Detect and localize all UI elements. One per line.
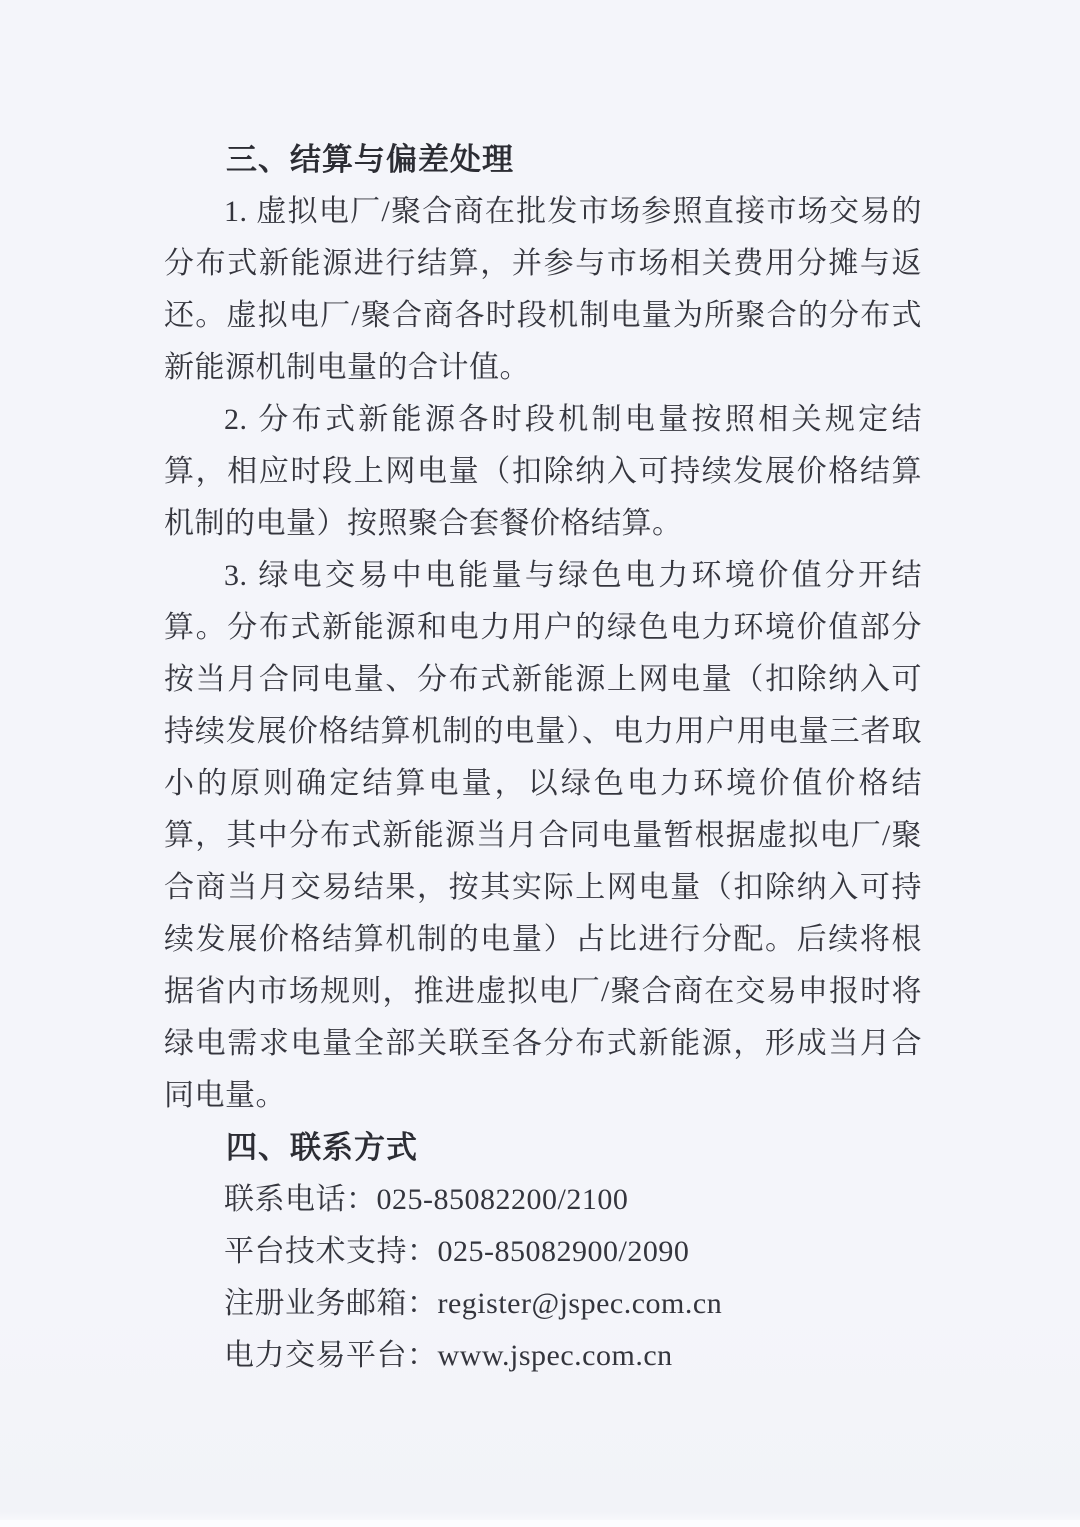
contact-tech-support-line: 平台技术支持：025-85082900/2090 xyxy=(224,1235,690,1268)
contact-registration-email-line: 注册业务邮箱：register@jspec.com.cn xyxy=(224,1287,723,1320)
section-heading-contact: 四、联系方式 xyxy=(226,1130,418,1165)
section-heading-settlement: 三、结算与偏差处理 xyxy=(226,142,514,177)
contact-trading-platform-line: 电力交易平台：www.jspec.com.cn xyxy=(224,1339,673,1372)
document-content xyxy=(164,134,922,1382)
settlement-paragraph-2: 2. 分布式新能源各时段机制电量按照相关规定结算，相应时段上网电量（扣除纳入可持续发展价格结算机制的电量）按照聚合套餐价格结算。 xyxy=(164,403,922,540)
contact-phone-line: 联系电话：025-85082200/2100 xyxy=(224,1183,629,1216)
settlement-paragraph-1: 1. 虚拟电厂/聚合商在批发市场参照直接市场交易的分布式新能源进行结算，并参与市场相关费用分摊与返还。虚拟电厂/聚合商各时段机制电量为所聚合的分布式新能源机制电量的合计值。 xyxy=(164,195,922,384)
settlement-paragraph-3: 3. 绿电交易中电能量与绿色电力环境价值分开结算。分布式新能源和电力用户的绿色电力环境价值部分按当月合同电量、分布式新能源上网电量（扣除纳入可持续发展价格结算机制的电量）、电力用户用电量三者取小的原则确定结算电量，以绿色电力环境价值价格结算，其中分布式新能源当月合同电量暂根据虚拟电厂/聚合商当月交易结果，按其实际上网电量（扣除纳入可持续发展价格结算机制的电量）占比进行分配。后续将根据省内市场规则，推进虚拟电厂/聚合商在交易申报时将绿电需求电量全部关联至各分布式新能源，形成当月合同电量。 xyxy=(164,559,922,1112)
page-bottom-edge xyxy=(0,1520,1080,1527)
